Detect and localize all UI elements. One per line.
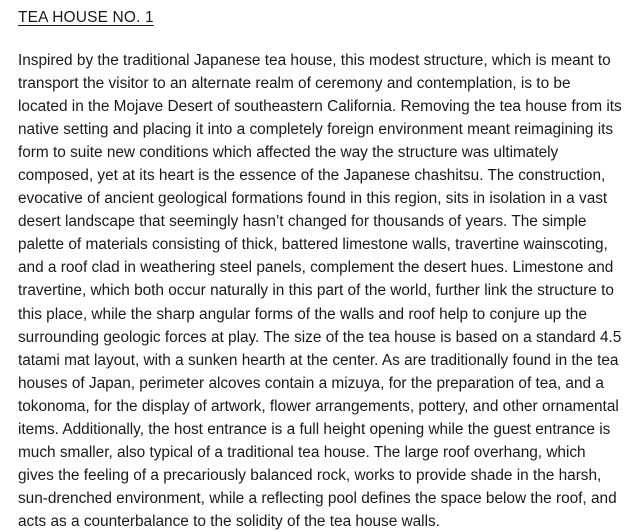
document-text-column	[18, 0, 624, 532]
page-title: TEA HOUSE NO. 1	[18, 9, 154, 26]
body-paragraph: Inspired by the traditional Japanese tea house, this modest structure, which is meant to transport the visitor to an alternate realm of ceremony and contemplation, is to be located in the Mojave Desert of southeastern California. Removing the tea house from its native setting and placing it into a completely foreign environment meant reimagining its form to suite new conditions which affected the way the structure was ultimately composed, yet at its heart is the essence of the Japanese chashitsu. The construction, evocative of ancient geological formations found in this region, sits in isolation in a vast desert landscape that seemingly hasn’t changed for thousands of years. The simple palette of materials consisting of thick, battered limestone walls, travertine wainscoting, and a roof clad in weathering steel panels, complement the desert hues. Limestone and travertine, which both occur naturally in this part of the world, further link the structure to this place, while the sharp angular forms of the walls and roof help to conjure up the surrounding geologic forces at play. The size of the tea house is based on a standard 4.5 tatami mat layout, with a sunken hearth at the center. As are traditionally found in the tea houses of Japan, perimeter alcoves contain a mizuya, for the preparation of tea, and a tokonoma, for the display of artwork, flower arrangements, pottery, and other ornamental items. Additionally, the host entrance is a full height opening while the guest entrance is much smaller, also typical of a traditional tea house. The large roof overhang, which gives the feeling of a precariously balanced rock, works to provide shade in the harsh, sun-drenched environment, while a reflecting pool defines the space below the roof, and acts as a counterbalance to the solidity of the tea house walls.	[18, 52, 622, 530]
title-row	[18, 0, 624, 29]
